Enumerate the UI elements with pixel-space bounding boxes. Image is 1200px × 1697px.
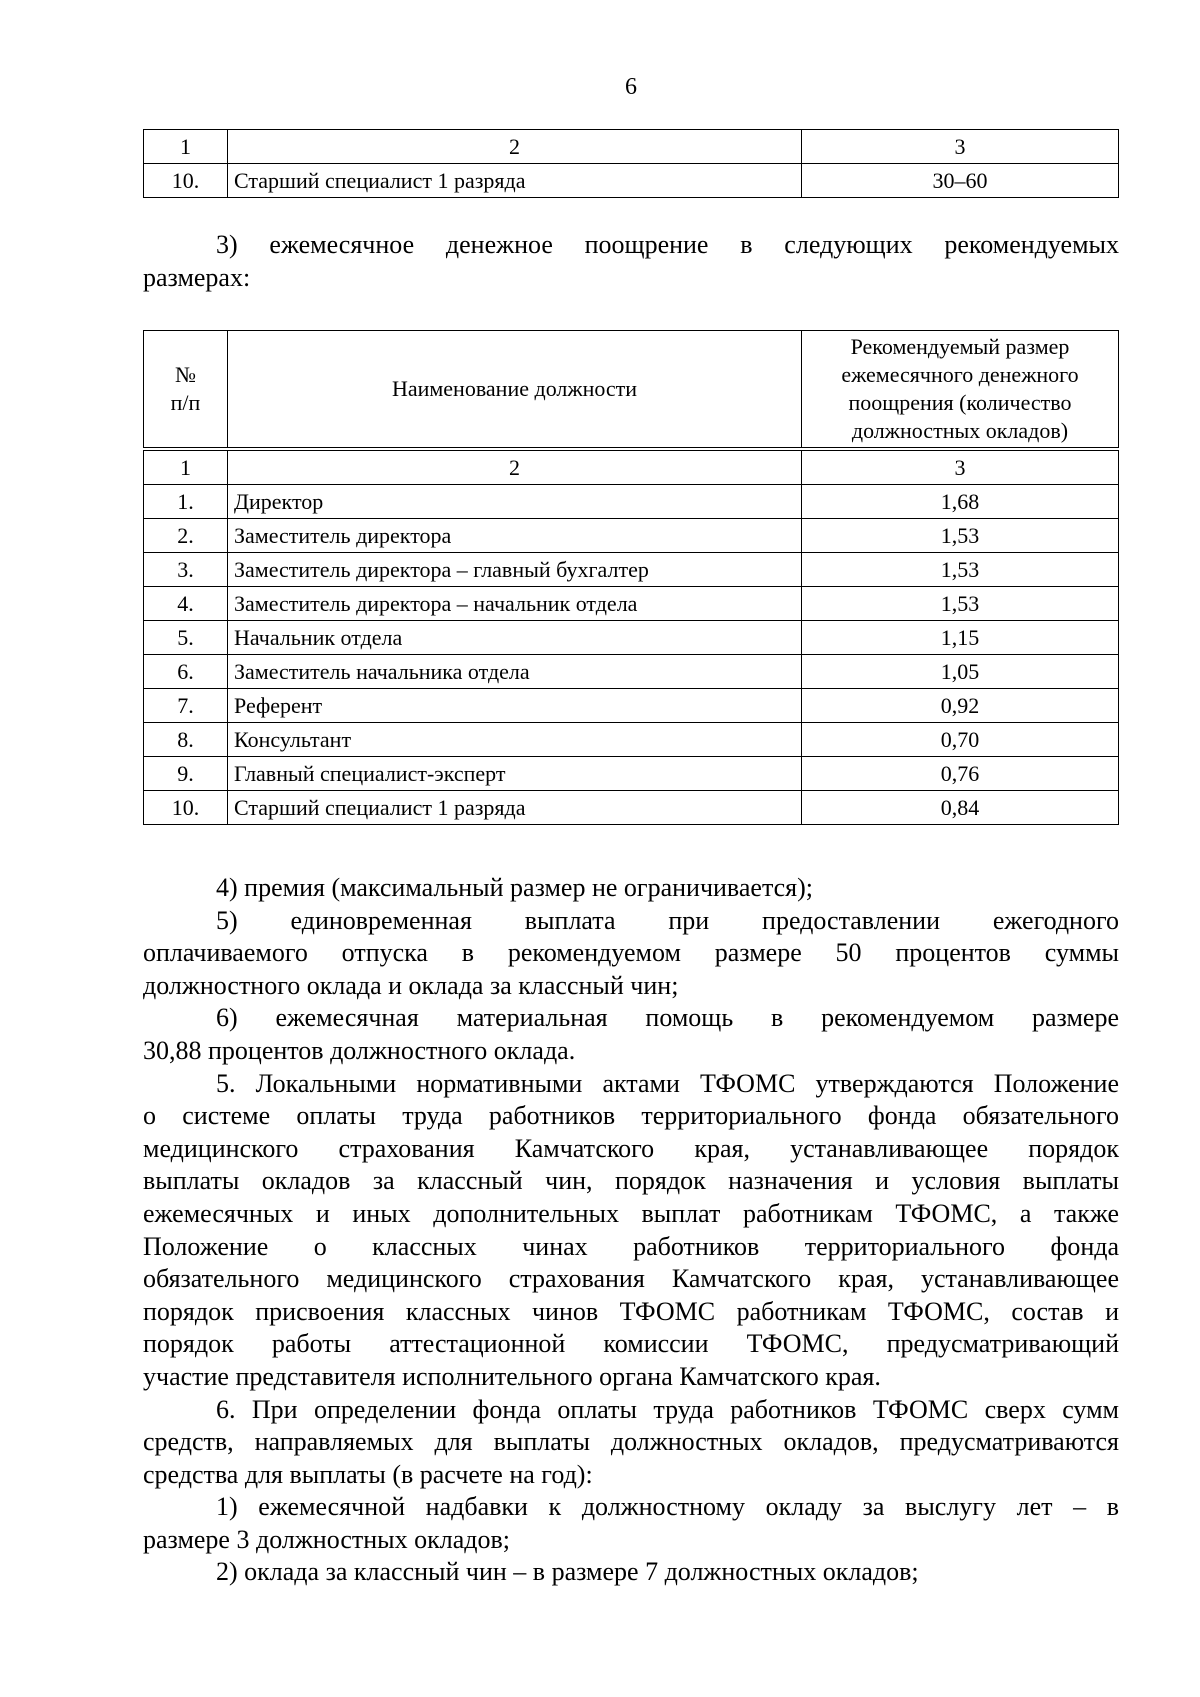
row-number: 9. (144, 757, 228, 791)
position-name: Заместитель директора – начальник отдела (228, 587, 802, 621)
text-line: размерах: (143, 262, 251, 292)
continuation-table (143, 129, 1119, 198)
position-value: 1,53 (802, 587, 1119, 621)
text-line: ежемесячных и иных дополнительных выплат работникам ТФОМС, а также (143, 1198, 1119, 1228)
text-line: о системе оплаты труда работников территориального фонда обязательного (143, 1101, 1119, 1131)
text-line: 3) ежемесячное денежное поощрение в следующих рекомендуемых (216, 230, 1119, 259)
text-line: медицинского страхования Камчатского края, устанавливающее порядок (143, 1133, 1119, 1163)
position-value: 0,70 (802, 723, 1119, 757)
row-number: 7. (144, 689, 228, 723)
table-cell: 1 (144, 130, 228, 164)
table-cell: 3 (802, 449, 1119, 485)
text-line: участие представителя исполнительного органа Камчатского края. (143, 1361, 881, 1391)
table-row (144, 164, 1119, 198)
table-header-row (144, 331, 1119, 450)
position-value: 0,84 (802, 791, 1119, 825)
table-row (144, 553, 1119, 587)
table-row (144, 757, 1119, 791)
row-number: 3. (144, 553, 228, 587)
position-name: Главный специалист-эксперт (228, 757, 802, 791)
row-number: 10. (144, 791, 228, 825)
table-cell: 2 (228, 130, 802, 164)
text-line: порядок работы аттестационной комиссии ТФОМС, предусматривающий (143, 1329, 1119, 1359)
table-row (144, 655, 1119, 689)
table-cell: 2 (228, 449, 802, 485)
position-name: Заместитель директора (228, 519, 802, 553)
position-value: 0,76 (802, 757, 1119, 791)
text-line: 5) единовременная выплата при предоставлении ежегодного (216, 905, 1119, 935)
text-line: средства для выплаты (в расчете на год): (143, 1459, 593, 1489)
text-line: 4) премия (максимальный размер не ограничивается); (216, 873, 814, 902)
bonus-table (143, 330, 1119, 825)
position-name: Старший специалист 1 разряда (228, 791, 802, 825)
position-value: 1,68 (802, 485, 1119, 519)
text-line: 2) оклада за классный чин – в размере 7 должностных окладов; (216, 1557, 919, 1587)
table-row (144, 587, 1119, 621)
row-number: 6. (144, 655, 228, 689)
text-line: порядок присвоения классных чинов ТФОМС работникам ТФОМС, состав и (143, 1296, 1119, 1326)
text-line: 6) ежемесячная материальная помощь в рекомендуемом размере (216, 1003, 1119, 1033)
position-value: 1,15 (802, 621, 1119, 655)
position-name: Референт (228, 689, 802, 723)
table-index-row (144, 449, 1119, 485)
page-number: 6 (625, 74, 637, 100)
position-name: Заместитель начальника отдела (228, 655, 802, 689)
table-row (144, 485, 1119, 519)
table-cell: 3 (802, 130, 1119, 164)
position-value: 0,92 (802, 689, 1119, 723)
text-line: 6. При определении фонда оплаты труда работников ТФОМС сверх сумм (216, 1394, 1119, 1424)
table-row (144, 723, 1119, 757)
header-name: Наименование должности (228, 331, 802, 450)
text-line: должностного оклада и оклада за классный чин; (143, 970, 679, 1000)
text-line: размере 3 должностных окладов; (143, 1524, 511, 1554)
header-value: Рекомендуемый размер ежемесячного денежного поощрения (количество должностных окладов) (802, 331, 1119, 450)
row-number: 1. (144, 485, 228, 519)
position-value: 1,53 (802, 553, 1119, 587)
intro-paragraph (143, 229, 1119, 294)
row-number: 4. (144, 587, 228, 621)
text-line: 1) ежемесячной надбавки к должностному окладу за выслугу лет – в (216, 1492, 1119, 1522)
table-row (144, 621, 1119, 655)
body-text (143, 872, 1119, 1589)
text-line: оплачиваемого отпуска в рекомендуемом размере 50 процентов суммы (143, 938, 1119, 968)
position-name: Заместитель директора – главный бухгалтер (228, 553, 802, 587)
text-line: 30,88 процентов должностного оклада. (143, 1035, 576, 1065)
table-row (144, 791, 1119, 825)
text-line: обязательного медицинского страхования Камчатского края, устанавливающее (143, 1264, 1119, 1294)
position-name: Консультант (228, 723, 802, 757)
row-number: 8. (144, 723, 228, 757)
row-number: 5. (144, 621, 228, 655)
position-name: Старший специалист 1 разряда (228, 164, 802, 198)
text-line: выплаты окладов за классный чин, порядок назначения и условия выплаты (143, 1166, 1119, 1196)
position-value: 1,53 (802, 519, 1119, 553)
table-row (144, 519, 1119, 553)
position-value: 30–60 (802, 164, 1119, 198)
header-num: № п/п (144, 331, 228, 450)
table-cell: 1 (144, 449, 228, 485)
table-row (144, 689, 1119, 723)
row-number: 2. (144, 519, 228, 553)
row-number: 10. (144, 164, 228, 198)
text-line: 5. Локальными нормативными актами ТФОМС утверждаются Положение (216, 1068, 1119, 1098)
position-name: Начальник отдела (228, 621, 802, 655)
text-line: Положение о классных чинах работников территориального фонда (143, 1231, 1119, 1261)
table-index-row (144, 130, 1119, 164)
position-value: 1,05 (802, 655, 1119, 689)
position-name: Директор (228, 485, 802, 519)
text-line: средств, направляемых для выплаты должностных окладов, предусматриваются (143, 1427, 1119, 1457)
